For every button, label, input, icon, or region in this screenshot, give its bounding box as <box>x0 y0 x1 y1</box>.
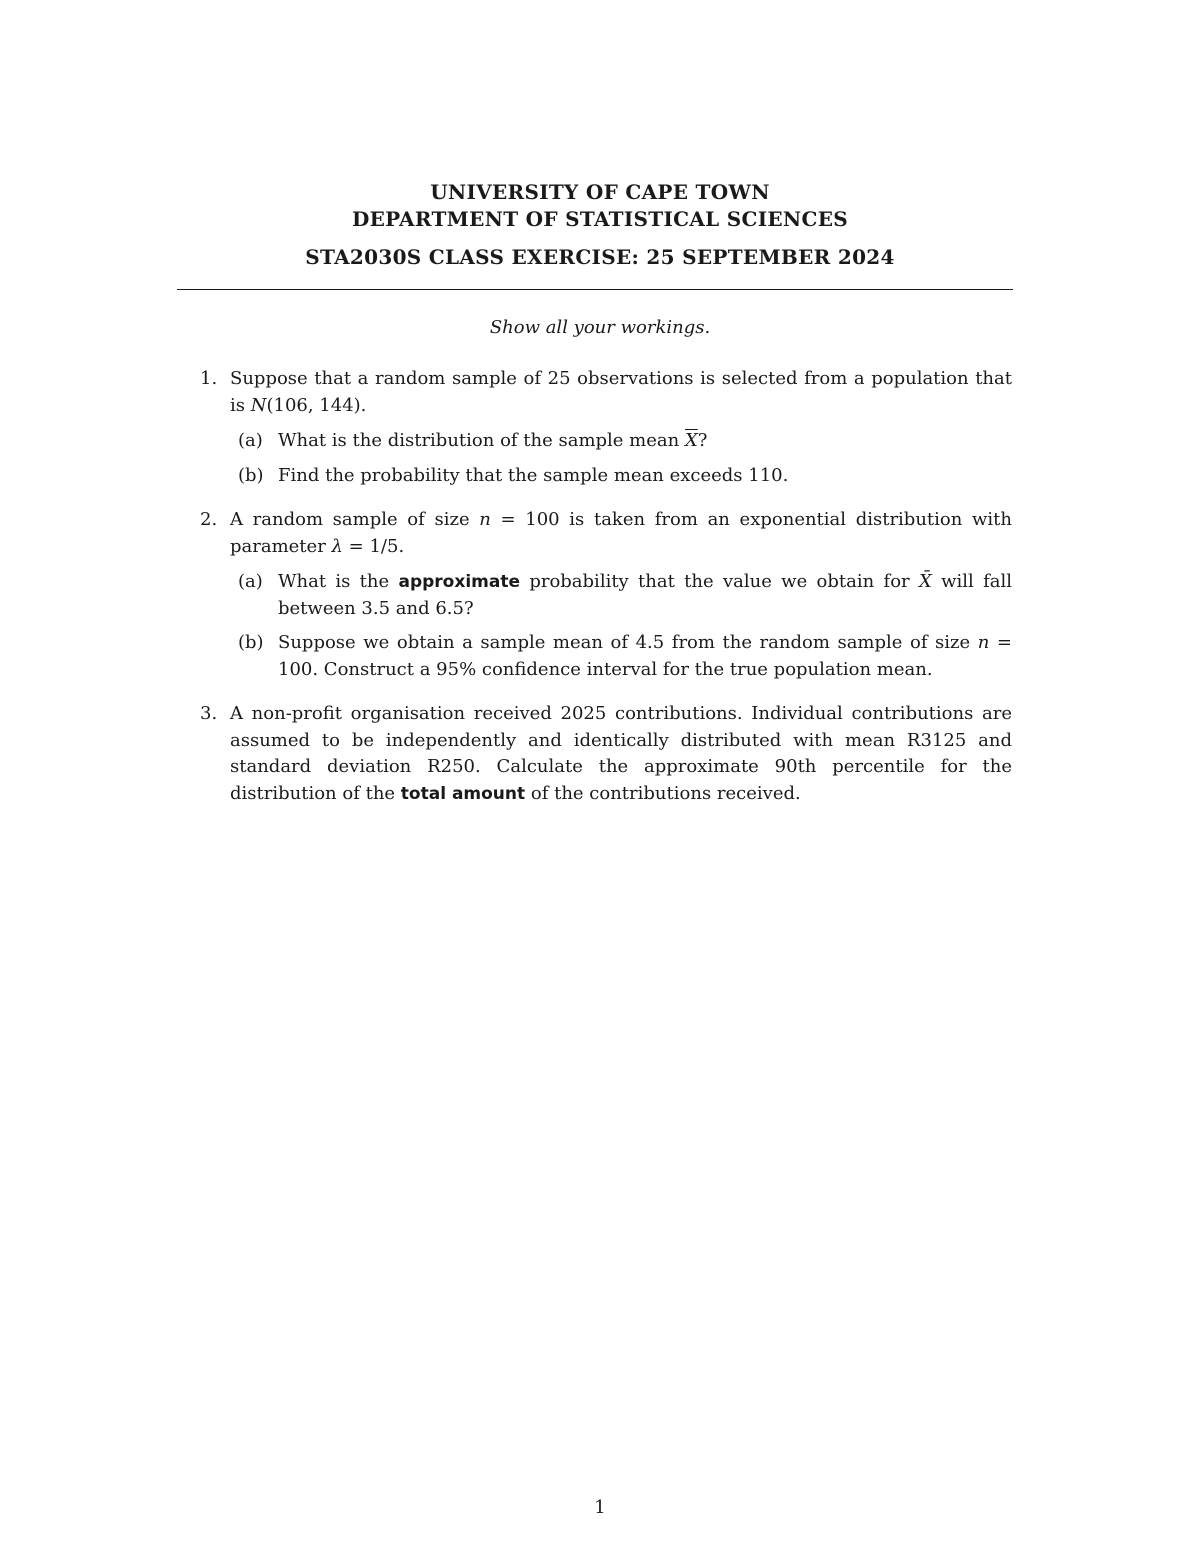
university-title: UNIVERSITY OF CAPE TOWN <box>430 180 770 204</box>
question-number: 3. <box>200 703 218 724</box>
question-text: A non-profit organisation received 2025 contributions. Individual contributions are assumed to be independently and identically distributed with mean R3125 and standard deviation R250. Calculate the approximate 90th percentile for the distribution of the total amount of the contributions received. <box>230 703 1012 804</box>
page-number: 1 <box>594 1497 606 1518</box>
department-title: DEPARTMENT OF STATISTICAL SCIENCES <box>351 207 849 231</box>
part-label: (b) <box>238 464 264 486</box>
instruction-text: Show all your workings. <box>489 317 711 338</box>
part-label: (a) <box>238 571 263 592</box>
part-label: (a) <box>238 430 263 451</box>
question-text: Suppose that a random sample of 25 observations is selected from a population that is N(106, 144). <box>230 368 1012 416</box>
question-parts <box>230 569 1012 683</box>
question-text: A random sample of size n = 100 is taken from an exponential distribution with parameter λ = 1/5. <box>230 509 1012 557</box>
question-number: 2. <box>200 509 218 530</box>
question-1 <box>200 366 1012 489</box>
part-label: (b) <box>238 632 264 653</box>
exercise-title: STA2030S CLASS EXERCISE: 25 SEPTEMBER 2024 <box>305 245 895 269</box>
question-1-part-b: (b) Find the probability that the sample mean exceeds 110. <box>278 463 1012 490</box>
question-list <box>200 366 1012 807</box>
question-2-part-b: (b) Suppose we obtain a sample mean of 4.5 from the random sample of size n = 100. Construct a 95% confidence interval for the true population mean. <box>238 632 1012 680</box>
question-3 <box>200 701 1012 807</box>
question-1-part-a: (a) What is the distribution of the sample mean $\overline{X}$? <box>278 428 1012 455</box>
question-parts <box>230 428 1012 489</box>
header-divider <box>177 289 1013 290</box>
question-number: 1. <box>200 368 218 389</box>
question-2 <box>200 507 1012 683</box>
question-2-part-a: (a) What is the approximate probability that the value we obtain for X̄ will fall between 3.5 and 6.5? <box>238 571 1012 619</box>
